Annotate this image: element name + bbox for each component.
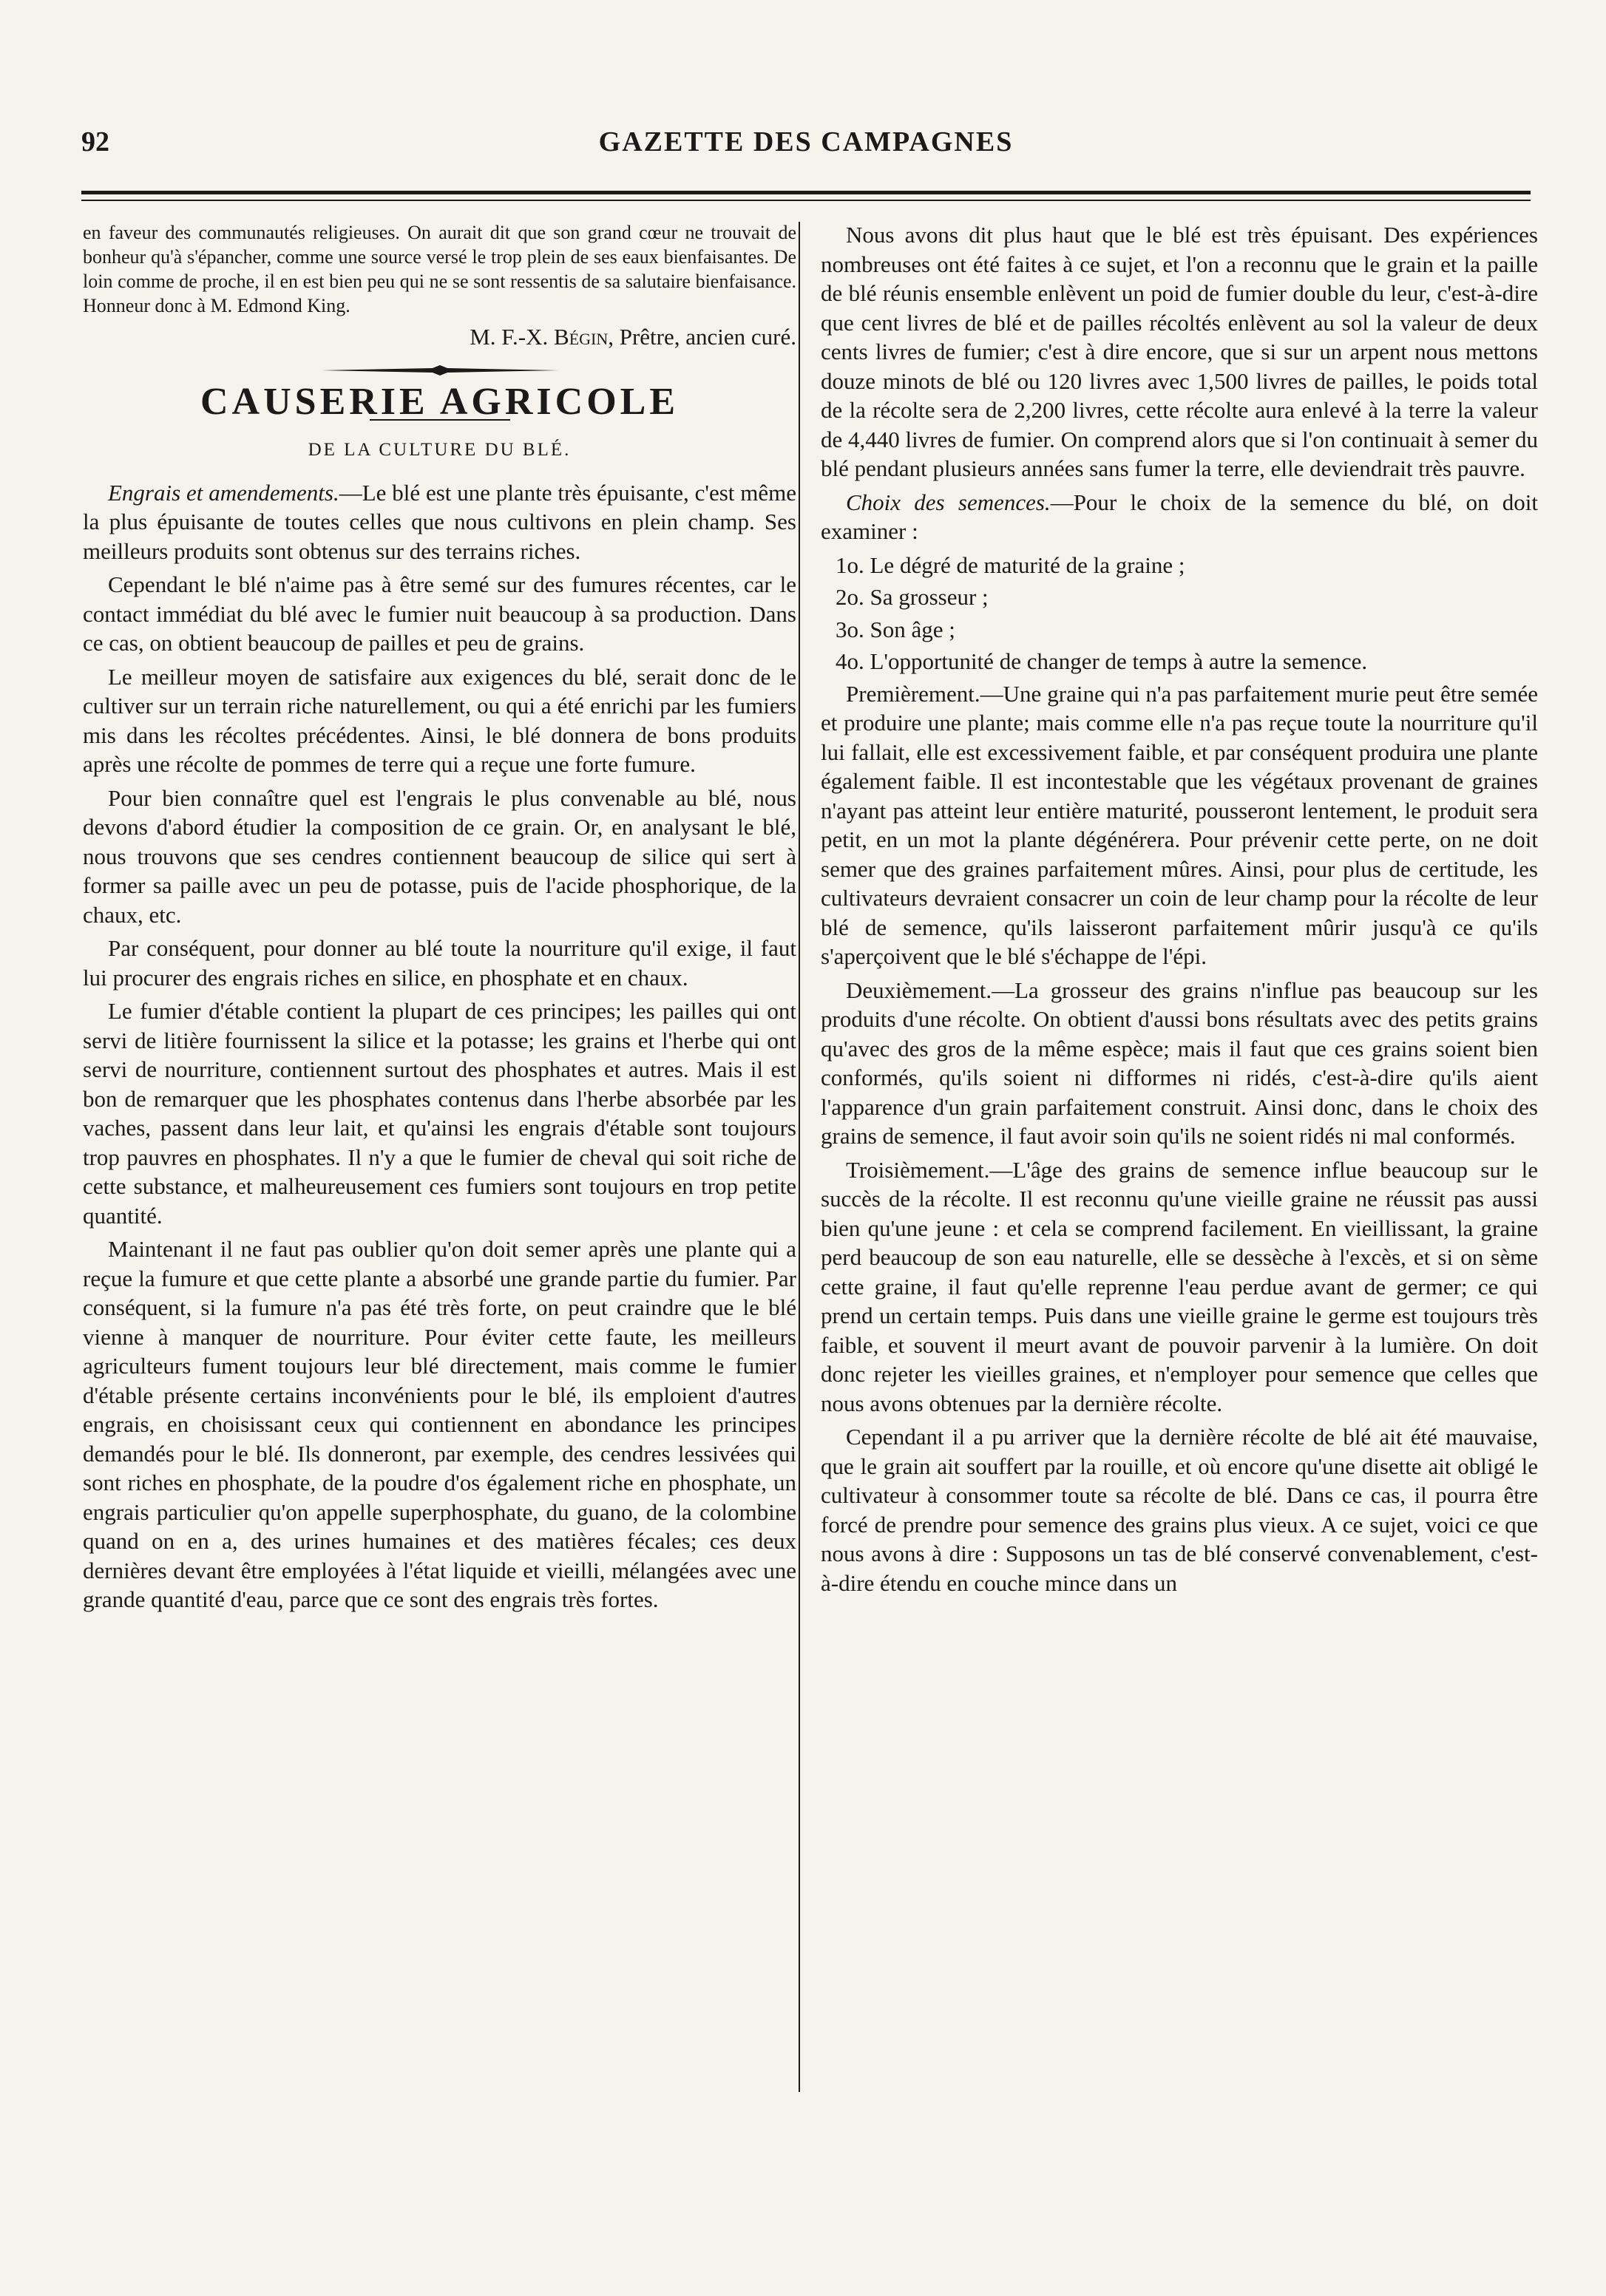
right-column xyxy=(821,220,1538,1602)
article-paragraph: Nous avons dit plus haut que le blé est très épuisant. Des expériences nombreuses ont été faites à ce sujet, et l'on a reconnu que le grain et la paille de blé réunis ensemble enlèvent un poid de fumier double du leur, c'est-à-dire que cent livres de blé et de pailles récoltés enlèvent au sol la valeur de deux cents livres de fumier; c'est à dire encore, que si sur un arpent nous mettons douze minots de blé ou 120 livres avec 1,500 livres de pailles, le poids total de la récolte sera de 2,200 livres, cette récolte aura enlevé à la terre la valeur de 4,440 livres de fumier. On comprend alors que si l'on continuait à semer du blé pendant plusieurs années sans fumer la terre, elle deviendrait très pauvre. xyxy=(821,222,1538,481)
article-paragraph: Par conséquent, pour donner au blé toute la nourriture qu'il exige, il faut lui procurer des engrais riches en silice, en phosphate et en chaux. xyxy=(83,935,796,991)
paragraph-text: —Le blé est une plante très épuisante, c'est même la plus épuisante de toutes celles que nous cultivons en plein champ. Ses meilleurs produits sont obtenus sur des terrains riches. xyxy=(83,479,796,564)
article-paragraph: Pour bien connaître quel est l'engrais le plus convenable au blé, nous devons d'abord étudier la composition de ce grain. Or, en analysant le blé, nous trouvons que ses cendres contiennent beaucoup de silice qui sert à former sa paille avec un peu de potasse, puis de l'acide phosphorique, de la chaux, etc. xyxy=(83,784,796,928)
section-ornament xyxy=(83,365,796,376)
journal-title: GAZETTE DES CAMPAGNES xyxy=(598,126,1014,157)
left-column xyxy=(83,220,796,1619)
list-item: 3o. Son âge ; xyxy=(836,616,955,642)
article-paragraph: Premièrement.—Une graine qui n'a pas parfaitement murie peut être semée et produire une plante; mais comme elle n'a pas reçue toute la nourriture qu'il lui fallait, elle est excessivement faible, et par conséquent produira une plante également faible. Il est incontestable que les végétaux provenant de graines n'ayant pas atteint leur entière maturité, pousseront lentement, le produit sera petit, en un mot la plante dégénérera. Pour prévenir cette perte, on ne doit semer que des graines parfaitement mûres. Ainsi, pour plus de certitude, les cultivateurs devraient consacrer un coin de leur champ pour la récolte de leur blé de semence, qu'ils laisseront parfaitement mûrir jusqu'à ce qu'ils s'aperçoivent que le blé s'échappe de l'épi. xyxy=(821,680,1538,969)
page-header xyxy=(81,126,1531,163)
article-paragraph xyxy=(821,488,1538,546)
header-rule-thin xyxy=(81,200,1531,201)
column-divider xyxy=(799,222,800,2092)
list-item: 1o. Le dégré de maturité de la graine ; xyxy=(836,551,1185,578)
article-paragraph xyxy=(83,478,796,566)
paragraph-text: —Pour le choix de la semence du blé, on doit examiner : xyxy=(821,489,1538,544)
header-rule xyxy=(81,191,1531,194)
section-title: CAUSERIE AGRICOLE xyxy=(200,380,680,423)
page-number: 92 xyxy=(81,126,109,157)
ornament-rule-icon xyxy=(322,365,558,376)
continuation-paragraph: en faveur des communautés religieuses. On aurait dit que son grand cœur ne trouvait de bonheur qu'à s'épancher, comme une source versé le trop plein de ses eaux bienfaisantes. De loin comme de proche, il en est bien peu qui ne se sont ressentis de sa salutaire bienfaisance. Honneur donc à M. Edmond King. xyxy=(83,222,796,316)
paragraph-lead: Choix des semences. xyxy=(846,489,1051,515)
article-paragraph: Maintenant il ne faut pas oublier qu'on doit semer après une plante qui a reçue la fumure et que cette plante a absorbé une grande partie du fumier. Par conséquent, si la fumure n'a pas été très forte, on peut craindre que le blé vienne à manquer de nourriture. Pour éviter cette faute, les meilleurs agriculteurs fument toujours leur blé directement, mais comme le fumier d'étable présente certains inconvénients pour le blé, ils emploient d'autres engrais, en choisissant ceux qui contiennent en abondance les principes demandés pour le blé. Ils donneront, par exemple, des cendres lessivées qui sont riches en phosphate, de la poudre d'os également riche en phosphate, un engrais particulier qu'on appelle superphosphate, du guano, de la colombine quand on en a, des urines humaines et des matières fécales; ces deux dernières devant être employées à l'état liquide et vieilli, mélangées avec une grande quantité d'eau, parce que ce sont des engrais très fortes. xyxy=(83,1236,796,1612)
article-paragraph: Le meilleur moyen de satisfaire aux exigences du blé, serait donc de le cultiver sur un terrain riche naturellement, ou qui a été enrichi par les fumiers mis dans les récoltes précédentes. Ainsi, le blé donnera de bons produits après une récolte de pommes de terre qui a reçue une forte fumure. xyxy=(83,663,796,777)
article-paragraph: Troisièmement.—L'âge des grains de semence influe beaucoup sur le succès de la récolte. Il est reconnu qu'une vieille graine ne réussit pas aussi bien qu'une jeune : et cela se comprend facilement. En vieillissant, la graine perd beaucoup de son eau naturelle, elle se dessèche à l'excès, et si on sème cette graine, il faut qu'elle reprenne l'eau perdue avant de germer; ce qui prend un certain temps. Puis dans une vieille graine le germe est toujours très faible, et souvent il meurt avant de pouvoir parvenir à la lumière. On doit donc rejeter les vieilles graines, et n'employer pour semence que celles que nous avons obtenues par la dernière récolte. xyxy=(821,1156,1538,1416)
article-subtitle: DE LA CULTURE DU BLÉ. xyxy=(308,440,572,460)
signature xyxy=(83,322,796,352)
article-paragraph: Cependant il a pu arriver que la dernière récolte de blé ait été mauvaise, que le grain ait souffert par la rouille, et où encore qu'une disette ait obligé le cultivateur à consommer toute sa récolte de blé. Dans ce cas, il pourra être forcé de prendre pour semence des grains plus vieux. A ce sujet, voici ce que nous avons à dire : Supposons un tas de blé conservé convenablement, c'est-à-dire étendu en couche mince dans un xyxy=(821,1424,1538,1596)
signature-name: M. F.-X. Bégin xyxy=(470,324,609,350)
list-item: 2o. Sa grosseur ; xyxy=(836,584,989,610)
signature-title: , Prêtre, ancien curé. xyxy=(608,324,796,350)
article-paragraph: Deuxièmement.—La grosseur des grains n'influe pas beaucoup sur les produits d'une récolte. On obtient d'aussi bons résultats avec des petits grains qu'avec des gros de la même espèce; mais il faut que ces grains soient bien conformés, qu'ils soient ni difformes ni ridés, c'est-à-dire qu'ils aient l'apparence d'un grain parfaitement construit. Ainsi donc, dans le choix des grains de semence, il faut avoir soin qu'ils ne soient ridés ni mal conformés. xyxy=(821,977,1538,1149)
list-item: 4o. L'opportunité de changer de temps à autre la semence. xyxy=(836,648,1368,674)
paragraph-lead: Engrais et amendements. xyxy=(108,479,339,506)
article-paragraph: Le fumier d'étable contient la plupart de ces principes; les pailles qui ont servi de litière fournissent la silice et la potasse; les grains et l'herbe qui ont servi de nourriture, contiennent surtout des phosphates et autres. Mais il est bon de remarquer que les phosphates contenus dans l'herbe absorbée par les vaches, passent dans leur lait, et qu'ainsi les engrais d'étable sont toujours trop pauvres en phosphates. Il n'y a que le fumier de cheval qui soit riche de cette substance, et malheureusement ces fumiers sont toujours en trop petite quantité. xyxy=(83,998,796,1229)
article-paragraph: Cependant le blé n'aime pas à être semé sur des fumures récentes, car le contact immédiat du blé avec le fumier nuit beaucoup à sa production. Dans ce cas, on obtient beaucoup de pailles et peu de grains. xyxy=(83,571,796,656)
